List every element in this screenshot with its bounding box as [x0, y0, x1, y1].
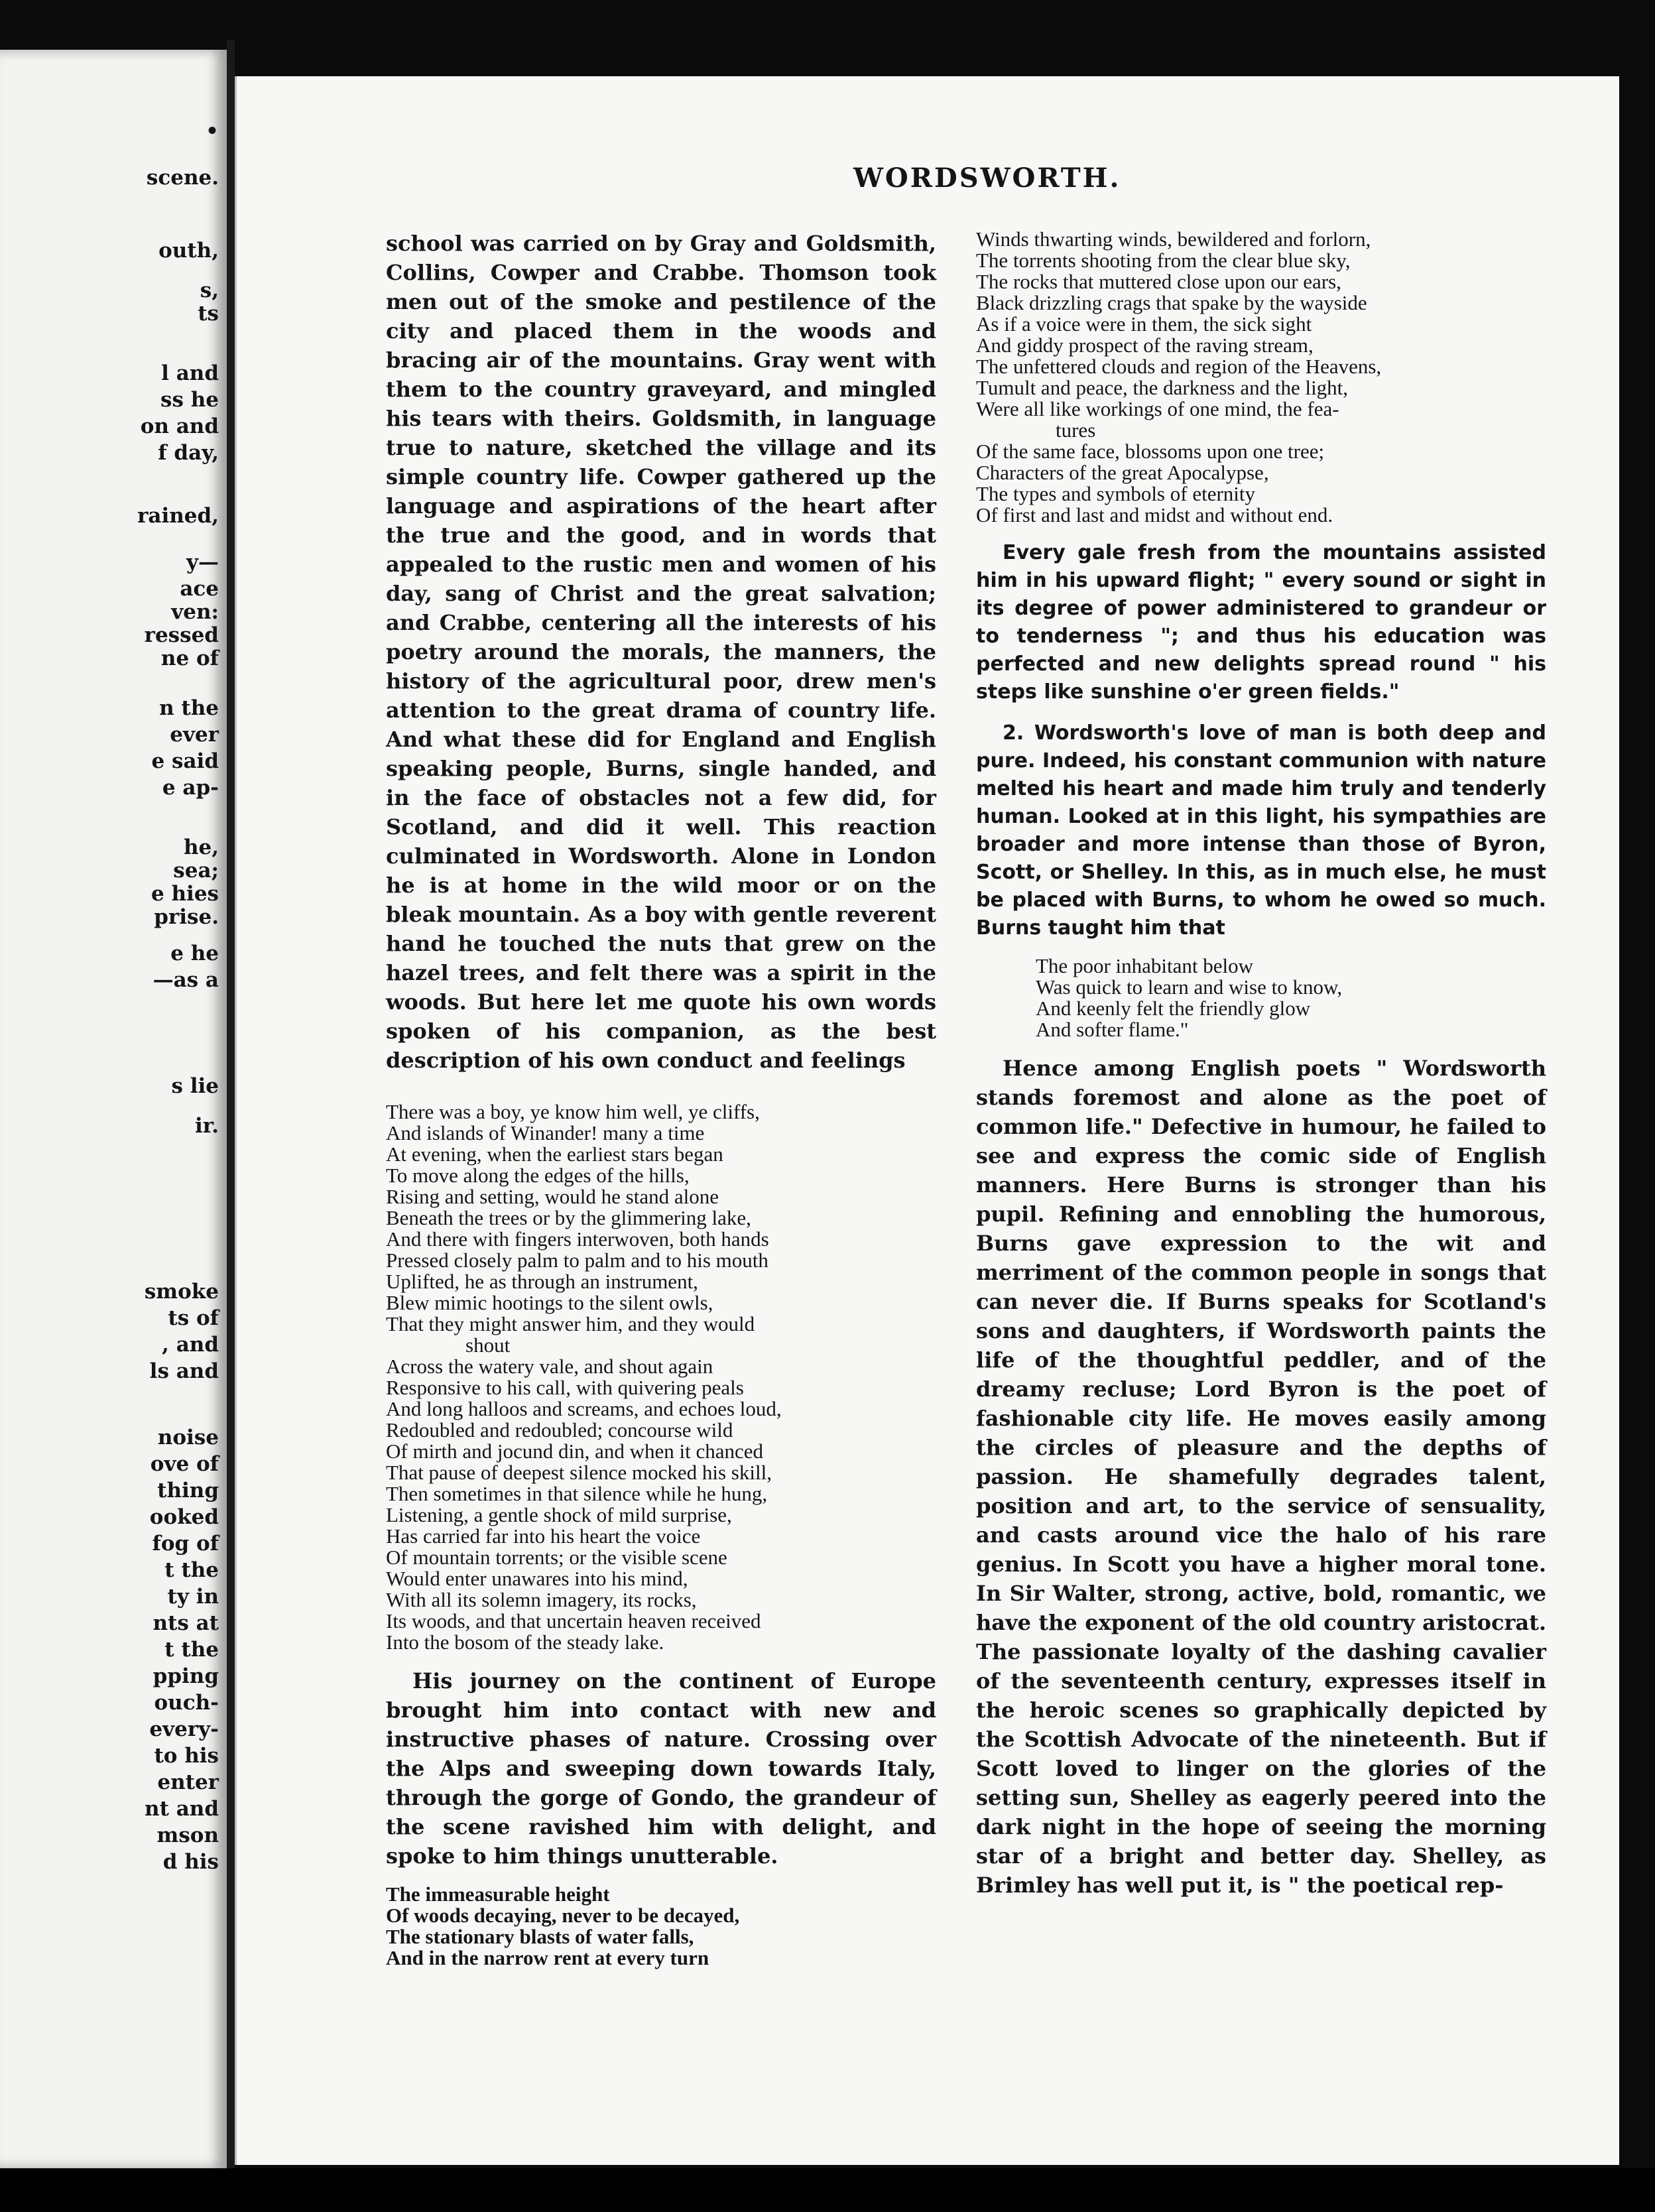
poem-line: To move along the edges of the hills,: [386, 1164, 690, 1187]
facing-page-fragment: e ap-: [162, 776, 219, 800]
poem-line: The immeasurable height: [386, 1882, 610, 1906]
poem-line: And islands of Winander! many a time: [386, 1121, 705, 1144]
facing-page-fragment: d his: [162, 1850, 219, 1874]
facing-page-fragment: enter: [157, 1770, 219, 1794]
book-gutter: [227, 40, 235, 2181]
facing-page-fragment: nt and: [145, 1797, 219, 1821]
poem-line: Black drizzling crags that spake by the wayside: [976, 291, 1367, 314]
poem-line: Listening, a gentle shock of mild surprise,: [386, 1503, 732, 1526]
facing-page-fragment: l and: [161, 361, 219, 385]
facing-page-fragment: ne of: [160, 646, 219, 670]
facing-page-fragment: mson: [156, 1823, 219, 1847]
left-column: [386, 229, 936, 1969]
facing-page-fragment: ir.: [194, 1114, 219, 1138]
poem-line: As if a voice were in them, the sick sight: [976, 312, 1312, 336]
facing-page-fragment: to his: [154, 1744, 219, 1768]
main-page: [235, 76, 1619, 2165]
facing-page-fragment: n the: [159, 696, 219, 720]
paragraph-every-gale: Every gale fresh from the mountains assisted him in his upward flight; " every sound or sight in its degree of power administered to grandeur or to tenderness "; and thus his education was perfected and new delights spread round " his steps like sunshine o'er green fields.": [976, 541, 1546, 704]
facing-page-fragment: every-: [149, 1717, 219, 1741]
poem-line: Of the same face, blossoms upon one tree;: [976, 440, 1325, 463]
poem-line: The types and symbols of eternity: [976, 482, 1255, 505]
facing-page-fragment: ts: [198, 302, 219, 326]
facing-page-fragment: ls and: [149, 1359, 219, 1383]
poem-line: That pause of deepest silence mocked his skill,: [386, 1461, 772, 1484]
facing-page-fragment: outh,: [158, 239, 219, 263]
poem-line: Responsive to his call, with quivering peals: [386, 1376, 744, 1399]
poem-line: Tumult and peace, the darkness and the light,: [976, 376, 1349, 399]
poem-line: Of woods decaying, never to be decayed,: [386, 1904, 740, 1927]
facing-page-fragment: ace: [180, 577, 219, 601]
facing-page-fragment: ven:: [171, 600, 219, 624]
poem-line: Redoubled and redoubled; concourse wild: [386, 1418, 733, 1442]
poem-line: And giddy prospect of the raving stream,: [976, 334, 1314, 357]
facing-page-fragment: y—: [186, 550, 219, 574]
facing-page-fragment: prise.: [154, 905, 219, 929]
poem-line: Of mountain torrents; or the visible scene: [386, 1546, 727, 1569]
facing-page-fragment: t the: [164, 1558, 219, 1582]
facing-page-fragment: pping: [153, 1664, 219, 1688]
facing-page-fragment: e he: [170, 942, 219, 965]
right-column: [976, 229, 1546, 1900]
facing-page-fragment: s,: [200, 278, 219, 302]
facing-page-fragment: e said: [151, 749, 219, 773]
paragraph-journey: His journey on the continent of Europe brought him into contact with new and instructive phases of nature. Crossing over the Alps and sweeping down towards Italy, through the gorge of Gondo, the grandeur of the scene ravished him with delight, and spoke to him things unutterable.: [386, 1668, 936, 1869]
facing-page-fragment: on and: [140, 414, 219, 438]
poem-winds-thwarting: [976, 229, 1546, 526]
poem-line: Winds thwarting winds, bewildered and forlorn,: [976, 227, 1371, 251]
poem-line: The poor inhabitant below: [1036, 954, 1253, 977]
facing-page-fragment: ever: [170, 723, 219, 747]
poem-line: Was quick to learn and wise to know,: [1036, 975, 1343, 999]
poem-line: The rocks that muttered close upon our ears,: [976, 270, 1341, 293]
poem-line: shout: [465, 1333, 511, 1357]
facing-page-fragment: rained,: [137, 504, 219, 528]
poem-line: And there with fingers interwoven, both hands: [386, 1227, 769, 1251]
poem-immeasurable-height: [386, 1884, 936, 1969]
facing-page-fragment: sea;: [173, 859, 219, 883]
poem-line: At evening, when the earliest stars began: [386, 1142, 723, 1166]
poem-line: There was a boy, ye know him well, ye cliffs,: [386, 1100, 760, 1123]
poem-line: Has carried far into his heart the voice: [386, 1524, 701, 1548]
paragraph-english-poets: Hence among English poets " Wordsworth stands foremost and alone as the poet of common life." Defective in humour, he failed to see and express the comic side of English manners. Here Burns is stronger than his pupil. Refining and ennobling the humorous, Burns gave expression to the wit and merriment of the common people in songs that can never die. If Burns speaks for Scotland's sons and daughters, if Wordsworth paints the life of the thoughtful peddler, and of the dreamy recluse; Lord Byron is the poet of fashionable city life. He moves easily among the circles of pleasure and the depths of passion. He shamefully degrades talent, position and art, to the service of sensuality, and casts around vice the halo of his rare genius. In Scott you have a higher moral tone. In Sir Walter, strong, active, bold, romantic, we have the exponent of the old country aristocrat. The passionate loyalty of the dashing cavalier of the seventeenth century, expresses itself in the heroic scenes so graphically depicted by the Scottish Advocate of the nineteenth. But if Scott loved to linger on the glories of the setting sun, Shelley as eagerly peered into the dark night in the hope of seeing the morning star of a bright and better day. Shelley, as Brimley has well put it, is " the poetical rep-: [976, 1056, 1546, 1898]
poem-line: And keenly felt the friendly glow: [1036, 997, 1311, 1020]
running-header: WORDSWORTH.: [853, 162, 1121, 194]
poem-line: And long halloos and screams, and echoes loud,: [386, 1397, 782, 1420]
facing-page-fragment: ressed: [144, 623, 219, 647]
facing-page-fragment: ts of: [168, 1306, 219, 1330]
poem-line: Would enter unawares into his mind,: [386, 1567, 688, 1590]
facing-page-fragment: t the: [164, 1638, 219, 1662]
facing-page-edge: [0, 50, 227, 2168]
facing-page-fragment: e hies: [151, 882, 219, 906]
facing-page-fragment: scene.: [146, 166, 219, 190]
poem-line: That they might answer him, and they would: [386, 1312, 755, 1335]
poem-line: The torrents shooting from the clear blue sky,: [976, 249, 1351, 272]
poem-poor-inhabitant: [976, 955, 1546, 1040]
facing-page-fragment: noise: [157, 1426, 219, 1449]
facing-page-fragment: s lie: [171, 1074, 219, 1098]
facing-page-fragment: fog of: [152, 1532, 219, 1556]
facing-page-fragment: nts at: [153, 1611, 219, 1635]
scan-border: [0, 2168, 1655, 2212]
poem-line: Were all like workings of one mind, the fea-: [976, 397, 1339, 420]
poem-line: Characters of the great Apocalypse,: [976, 461, 1269, 484]
poem-line: Beneath the trees or by the glimmering lake,: [386, 1206, 751, 1229]
poem-line: The stationary blasts of water falls,: [386, 1925, 694, 1948]
facing-page-fragment: ouch-: [154, 1691, 219, 1715]
facing-page-fragment: he,: [183, 835, 219, 859]
facing-page-fragment: f day,: [158, 441, 219, 465]
poem-line: The unfettered clouds and region of the Heavens,: [976, 355, 1382, 378]
facing-page-fragment: •: [206, 119, 219, 143]
poem-line: Of mirth and jocund din, and when it chanced: [386, 1440, 764, 1463]
facing-page-fragment: thing: [157, 1479, 219, 1503]
poem-line: Pressed closely palm to palm and to his mouth: [386, 1249, 768, 1272]
poem-line: With all its solemn imagery, its rocks,: [386, 1588, 697, 1611]
facing-page-fragment: , and: [162, 1333, 219, 1357]
facing-page-fragment: ove of: [150, 1452, 219, 1476]
poem-line: tures: [1056, 418, 1096, 442]
poem-line: And in the narrow rent at every turn: [386, 1946, 709, 1969]
poem-line: Across the watery vale, and shout again: [386, 1355, 713, 1378]
facing-page-fragment: —as a: [153, 968, 219, 992]
poem-line: Of first and last and midst and without end.: [976, 503, 1333, 526]
paragraph-love-of-man: 2. Wordsworth's love of man is both deep and pure. Indeed, his constant communion with nature melted his heart and made him truly and tenderly human. Looked at in this light, his sympathies are broader and more intense than those of Byron, Scott, or Shelley. In this, as in much else, he must be placed with Burns, to whom he owed so much. Burns taught him that: [976, 721, 1546, 940]
poem-line: Rising and setting, would he stand alone: [386, 1185, 719, 1208]
facing-page-fragment: ss he: [160, 388, 219, 412]
poem-line: And softer flame.": [1036, 1018, 1189, 1041]
poem-line: Blew mimic hootings to the silent owls,: [386, 1291, 713, 1314]
poem-line: Then sometimes in that silence while he hung,: [386, 1482, 768, 1505]
poem-line: Uplifted, he as through an instrument,: [386, 1270, 698, 1293]
paragraph-school: school was carried on by Gray and Goldsmith, Collins, Cowper and Crabbe. Thomson took men out of the smoke and pestilence of the city and placed them in the woods and bracing air of the mountains. Gray went with them to the country graveyard, and mingled his tears with theirs. Goldsmith, in language true to nature, sketched the village and its simple country life. Cowper gathered up the language and aspirations of the heart after the true and the good, and in words that appealed to the rustic men and women of his day, sang of Christ and the great salvation; and Crabbe, centering all the interests of his poetry around the morals, the manners, the history of the agricultural poor, drew men's attention to the great drama of country life. And what these did for England and English speaking people, Burns, single handed, and in the face of obstacles not a few did, for Scotland, and did it well. This reaction culminated in Wordsworth. Alone in London he is at home in the wild moor or on the bleak mountain. As a boy with gentle reverent hand he touched the nuts that grew on the hazel trees, and felt there was a spirit in the woods. But here let me quote his own words spoken of his companion, as the best description of his own conduct and feelings: [386, 231, 936, 1073]
poem-line: Its woods, and that uncertain heaven received: [386, 1609, 761, 1632]
poem-line: Into the bosom of the steady lake.: [386, 1630, 664, 1654]
facing-page-fragment: ty in: [167, 1585, 219, 1609]
facing-page-fragment: smoke: [144, 1280, 219, 1304]
facing-page-fragment: ooked: [149, 1505, 219, 1529]
poem-there-was-a-boy: [386, 1101, 936, 1653]
